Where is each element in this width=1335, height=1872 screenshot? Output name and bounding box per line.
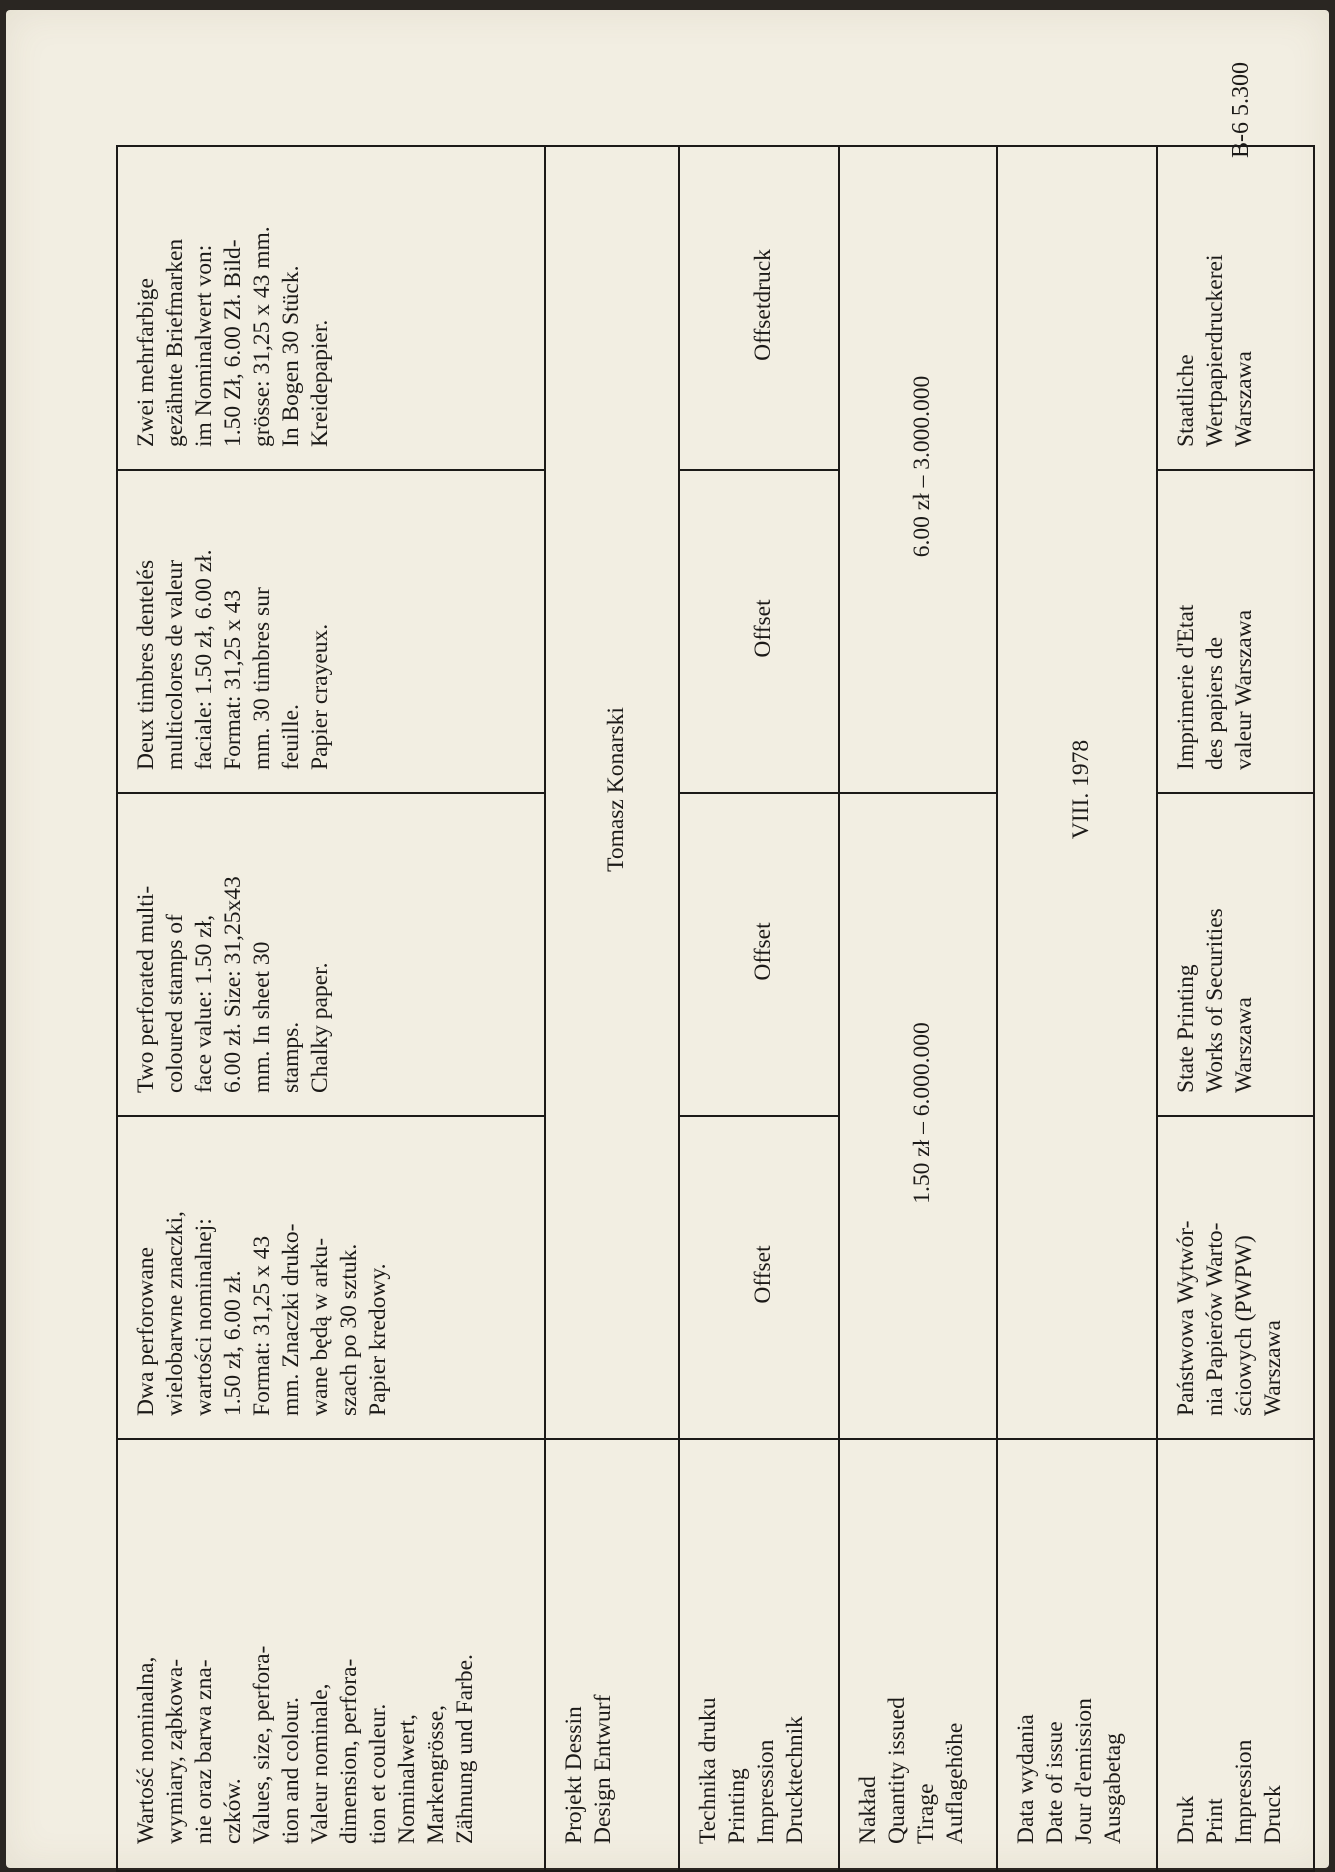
technique-label: Technika druku Printing Impression Drucktechnik — [679, 1439, 839, 1871]
quantity-label: Nakład Quantity issued Tirage Auflagehöhe — [839, 1439, 997, 1871]
design-row — [545, 146, 679, 1871]
value-german: Zwei mehrfarbige gezähnte Briefmarken im Nominalwert von: 1.50 Zł, 6.00 Zł. Bild- grösse: 31,25 x 43 mm. In Bogen 30 Stück. Kreidepapier. — [117, 146, 545, 470]
quantity-value-2: 6.00 zł – 3.000.000 — [839, 146, 997, 793]
technique-english: Offset — [679, 793, 839, 1116]
quantity-row — [839, 146, 997, 1871]
printing-technique-row — [679, 146, 839, 1871]
issue-date: VIII. 1978 — [997, 146, 1157, 1439]
rotated-content — [116, 147, 1286, 1872]
value-english: Two perforated multi- coloured stamps of face value: 1.50 zł, 6.00 zł. Size: 31,25x43 mm. In sheet 30 stamps. Chalky paper. — [117, 793, 545, 1116]
technique-polish: Offset — [679, 1116, 839, 1439]
technique-german: Offsetdruck — [679, 146, 839, 470]
value-row — [117, 146, 545, 1871]
printer-french: Imprimerie d'Etat des papiers de valeur Warszawa — [1157, 470, 1314, 793]
info-card — [6, 10, 1329, 1868]
value-polish: Dwa perforowane wielobarwne znaczki, wartości nominalnej: 1.50 zł, 6.00 zł. Format: 31,25 x 43 mm. Znaczki druko- wane będą w arku- szach po 30 sztuk. Papier kredowy. — [117, 1116, 545, 1439]
printer-row — [1157, 146, 1314, 1871]
design-label: Projekt Dessin Design Entwurf — [545, 1439, 679, 1871]
catalog-number: B-6 5.300 — [1228, 62, 1254, 158]
date-row — [997, 146, 1157, 1871]
quantity-value-1: 1.50 zł – 6.000.000 — [839, 793, 997, 1439]
technique-french: Offset — [679, 470, 839, 793]
printer-english: State Printing Works of Securities Warszawa — [1157, 793, 1314, 1116]
date-label: Data wydania Date of issue Jour d'emission Ausgabetag — [997, 1439, 1157, 1871]
value-french: Deux timbres dentelés multicolores de valeur faciale: 1.50 zł, 6.00 zł. Format: 31,25 x 43 mm. 30 timbres sur feuille. Papier crayeux. — [117, 470, 545, 793]
designer-name: Tomasz Konarski — [545, 146, 679, 1439]
value-label: Wartość nominalna, wymiary, ząbkowa- nie oraz barwa zna- czków. Values, size, perfora- tion and colour. Valeur nominale, dimension, perfora- tion et couleur. Nominalwert, Markengrösse, Zähnung und Farbe. — [117, 1439, 545, 1871]
stamp-info-table — [116, 145, 1315, 1872]
printer-label: Druk Print Impression Druck — [1157, 1439, 1314, 1871]
printer-polish: Państwowa Wytwór- nia Papierów Warto- ściowych (PWPW) Warszawa — [1157, 1116, 1314, 1439]
printer-german: Staatliche Wertpapierdruckerei Warszawa — [1157, 146, 1314, 470]
